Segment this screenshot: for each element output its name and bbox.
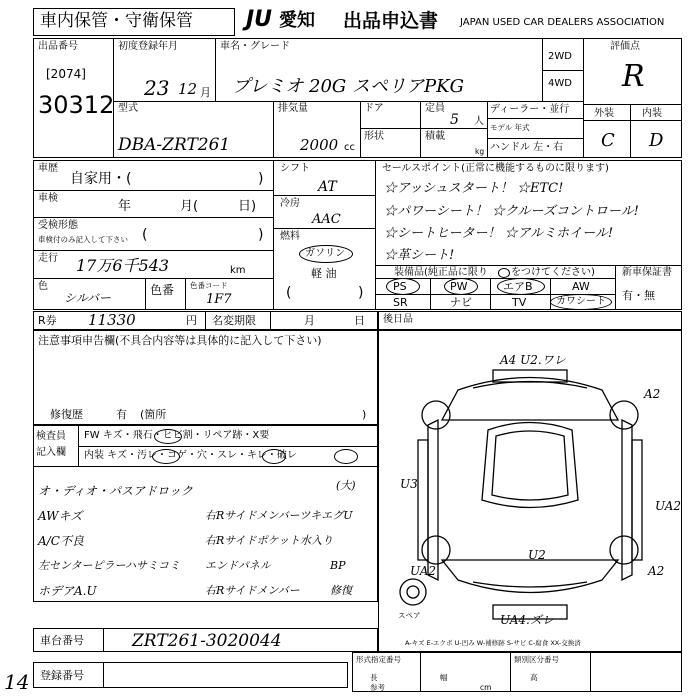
model-value: DBA-ZRT261 bbox=[118, 135, 231, 155]
shift-value: AT bbox=[318, 179, 337, 195]
selling-points-label: セールスポイント(正常に機能するものに限ります) bbox=[382, 163, 609, 174]
acceptance-note: 車検付のみ記入して下さい bbox=[38, 235, 128, 244]
car-diagram bbox=[378, 330, 682, 652]
dim-cm: cm bbox=[480, 683, 492, 692]
repair-value: 有 bbox=[116, 408, 127, 421]
name-change-label: 名変期限 bbox=[212, 314, 256, 327]
equipment-label-circle bbox=[498, 268, 510, 278]
fuel-diesel: 軽 油 bbox=[311, 267, 337, 280]
recycle-value: 11330 bbox=[88, 311, 136, 329]
inspector-note-r6: 修復 bbox=[330, 584, 352, 597]
type-designation-label: 形式指定番号 bbox=[356, 655, 401, 664]
diagram-rear-right: A2 bbox=[648, 564, 665, 578]
equip-airbag-circle bbox=[497, 278, 545, 295]
interior-mark-circle-3 bbox=[334, 449, 358, 464]
inspector-note-5: ホデアA.U bbox=[38, 584, 97, 598]
chassis-label: 車台番号 bbox=[40, 634, 84, 647]
interior-mark-circle-1 bbox=[152, 449, 180, 464]
storage-label: 車内保管・守衛保管 bbox=[40, 11, 193, 31]
selling-point-line-2: ☆パワーシート！ ☆クルーズコントロール! bbox=[384, 204, 639, 219]
fuel-label: 燃料 bbox=[280, 231, 300, 242]
inspection-year: 年 bbox=[118, 199, 132, 214]
registration-month: 12 bbox=[178, 80, 198, 98]
inspector-note-r4: 右Rサイドメンバー bbox=[205, 584, 300, 597]
equip-pw-circle bbox=[444, 278, 478, 295]
inspector-entry-label: 記入欄 bbox=[36, 447, 66, 458]
margin-mark: 14 bbox=[4, 670, 30, 694]
equip-tv: TV bbox=[512, 296, 527, 309]
equipment-label-suffix: をつけてください) bbox=[511, 267, 595, 278]
dealer-label: ディーラー・並行 bbox=[490, 104, 570, 115]
warranty-label: 新車保証書 bbox=[622, 267, 672, 278]
inspector-note-r3: エンドパネル bbox=[205, 559, 271, 572]
dim-length: 長 bbox=[370, 673, 378, 682]
english-title: JAPAN USED CAR DEALERS ASSOCIATION bbox=[460, 17, 665, 28]
color-code-label: 色番コード bbox=[190, 281, 228, 290]
door-label: ドア bbox=[364, 103, 384, 114]
shift-label: シフト bbox=[280, 163, 310, 174]
diagram-spare-label: スペア bbox=[398, 611, 421, 620]
capacity-value: 5 bbox=[450, 112, 459, 128]
dim-width: 幅 bbox=[440, 673, 448, 682]
inspector-note-r2: 右Rサイドポケット水入り bbox=[205, 534, 333, 547]
lot-label: 出品番号 bbox=[38, 41, 78, 52]
inspector-fw-row: FW キズ・飛石・ヒビ割・リペア跡・X要 bbox=[84, 430, 270, 441]
remarks-label: 後日品 bbox=[383, 314, 413, 325]
exterior-label: 外装 bbox=[594, 108, 614, 119]
equip-airbag: エアB bbox=[503, 280, 533, 293]
equip-pw: PW bbox=[450, 280, 468, 293]
inspection-day: 日) bbox=[238, 199, 257, 214]
equip-ps: PS bbox=[393, 280, 407, 293]
repair-label: 修復歴 bbox=[50, 408, 83, 421]
selling-point-line-4: ☆革シート! bbox=[384, 248, 455, 263]
inspector-note-4: 左センターピラーハサミコミ bbox=[38, 559, 181, 572]
drive-4wd: 4WD bbox=[548, 78, 572, 89]
equip-leather: カワシート bbox=[556, 296, 606, 307]
color-value: シルバー bbox=[64, 291, 111, 305]
drive-2wd: 2WD bbox=[548, 51, 572, 62]
displacement-unit: cc bbox=[344, 142, 355, 153]
load-label: 積載 bbox=[425, 131, 445, 142]
acceptance-open: ( bbox=[142, 227, 148, 243]
acceptance-label: 受検形態 bbox=[38, 220, 78, 231]
dim-height: 高 bbox=[530, 673, 538, 682]
warranty-value: 有・無 bbox=[622, 289, 655, 302]
fuel-gasoline: ガソリン bbox=[305, 248, 345, 259]
remarks-frame bbox=[378, 311, 682, 330]
name-change-day: 日 bbox=[354, 314, 365, 327]
diagram-center-bottom: U2 bbox=[528, 548, 546, 562]
displacement-label: 排気量 bbox=[278, 103, 308, 114]
diagram-rear-note: UA4.ズレ bbox=[500, 613, 554, 627]
mileage-unit: km bbox=[230, 265, 246, 276]
interior-mark-circle-2 bbox=[262, 449, 286, 464]
diagram-right-side: UA2 bbox=[655, 499, 682, 513]
equip-sr: SR bbox=[393, 296, 408, 309]
class-number-label: 類別区分番号 bbox=[514, 655, 559, 664]
inspector-big-mark: (大) bbox=[336, 479, 356, 492]
mileage-value: 17万6千543 bbox=[76, 256, 170, 275]
recycle-label: R券 bbox=[38, 314, 57, 327]
equip-aw: AW bbox=[572, 280, 590, 293]
interior-grade: D bbox=[649, 130, 664, 151]
aircon-value: AAC bbox=[312, 212, 341, 227]
grade-value: R bbox=[622, 59, 645, 94]
aircon-label: 冷房 bbox=[280, 198, 300, 209]
inspector-note-1: オ・ディオ・パスアドロック bbox=[38, 484, 193, 498]
inspection-label: 車検 bbox=[38, 193, 58, 204]
repair-close: ) bbox=[362, 408, 367, 421]
selling-point-line-1: ☆アッシュスタート！ ☆ETC! bbox=[384, 181, 564, 196]
brand-name: 愛知 bbox=[279, 10, 315, 31]
grade-label: 評価点 bbox=[610, 41, 640, 52]
registration-year: 23 bbox=[144, 76, 170, 100]
inspection-month: 月( bbox=[180, 199, 199, 214]
recycle-unit: 円 bbox=[186, 314, 197, 327]
inspector-interior-row: 内装 キズ・汚レ・コゲ・穴・スレ・キレ・破レ bbox=[84, 450, 297, 461]
repair-place: (箇所 bbox=[140, 408, 167, 421]
diagram-left-side: U3 bbox=[400, 477, 418, 491]
name-change-month: 月 bbox=[304, 314, 315, 327]
fuel-open: ( bbox=[286, 285, 292, 301]
chassis-value: ZRT261-3020044 bbox=[132, 631, 282, 651]
inspector-note-r1: 右RサイドメンバーツキエグU bbox=[205, 509, 353, 522]
diagram-rear-left: UA2 bbox=[410, 564, 437, 578]
fuel-close: ) bbox=[358, 285, 364, 301]
equip-navi: ナビ bbox=[450, 296, 472, 309]
history-close: ) bbox=[258, 171, 264, 187]
color-no-label: 色番 bbox=[150, 283, 175, 297]
vehicle-name: プレミオ 20G スペリアPKG bbox=[232, 76, 464, 97]
diagram-front-right: A2 bbox=[644, 387, 661, 401]
displacement-value: 2000 bbox=[300, 136, 339, 154]
inspector-note-2: AWキズ bbox=[38, 509, 83, 523]
model-label: 型式 bbox=[118, 103, 138, 114]
vehicle-name-label: 車名・グレード bbox=[220, 41, 290, 52]
handle-label: ハンドル 左・右 bbox=[490, 142, 564, 153]
equip-ps-circle bbox=[386, 278, 420, 295]
inspector-label: 検査員 bbox=[36, 431, 66, 442]
lot-bracket-number: [2074] bbox=[46, 67, 86, 81]
plate-label: 登録番号 bbox=[40, 669, 84, 682]
acceptance-close: ) bbox=[258, 227, 264, 243]
history-value: 自家用・( bbox=[70, 171, 132, 187]
exterior-grade: C bbox=[601, 130, 615, 151]
color-code-value: 1F7 bbox=[206, 292, 232, 307]
inspector-note-r5: BP bbox=[330, 559, 346, 572]
inspector-note-3: A/C不良 bbox=[38, 534, 84, 548]
capacity-label: 定員 bbox=[425, 103, 445, 114]
mileage-label: 走行 bbox=[38, 253, 58, 264]
selling-point-line-3: ☆シートヒーター！ ☆アルミホイール! bbox=[384, 226, 614, 241]
diagram-top-note: A4 U2.ワレ bbox=[500, 353, 566, 367]
fw-mark-circle bbox=[154, 429, 182, 444]
lot-number: 30312 bbox=[38, 91, 115, 119]
interior-label: 内装 bbox=[642, 108, 662, 119]
load-unit: kg bbox=[475, 147, 485, 156]
dim-ref: 参考 bbox=[370, 683, 385, 692]
diagram-legend: A-キズ E-エクボ U-凹み W-補修跡 S-サビ C-腐食 XX-交換済 bbox=[405, 639, 581, 647]
color-label: 色 bbox=[38, 281, 48, 292]
brand-logo: JU bbox=[246, 7, 273, 32]
history-label: 車歴 bbox=[38, 163, 58, 174]
form-title: 出品申込書 bbox=[343, 10, 439, 32]
notes-label: 注意事項申告欄(不具合内容等は具体的に記入して下さい) bbox=[38, 334, 322, 347]
model-year-label: モデル 年式 bbox=[490, 123, 530, 132]
shape-label: 形状 bbox=[364, 131, 384, 142]
equipment-label: 装備品(純正品に限り bbox=[394, 267, 488, 278]
equip-leather-circle bbox=[550, 294, 612, 310]
capacity-unit: 人 bbox=[474, 116, 484, 127]
registration-label: 初度登録年月 bbox=[118, 41, 178, 52]
registration-month-unit: 月 bbox=[200, 86, 211, 99]
